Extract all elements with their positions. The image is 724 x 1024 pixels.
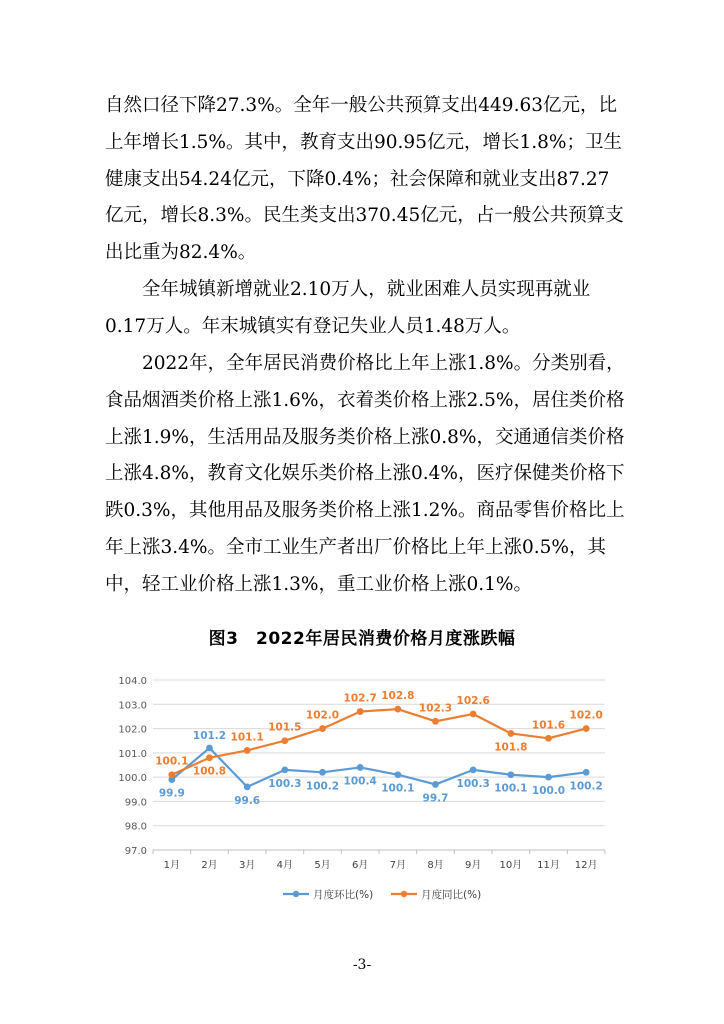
data-point [432, 718, 439, 725]
data-label: 101.8 [494, 741, 528, 754]
data-label: 99.7 [422, 792, 449, 805]
y-tick-label: 99.0 [124, 797, 147, 809]
data-label: 101.1 [230, 731, 264, 744]
data-point [394, 771, 401, 778]
data-point [206, 745, 213, 752]
paragraph-text: 2022年，全年居民消费价格比上年上涨1.8%。分类别看，食品烟酒类价格上涨1.6%，衣着类价格上涨2.5%，居住类价格上涨1.9%，生活用品及服务类价格上涨0.8%，交通通信类价格上涨4.8%，教育文化娱乐类价格上涨0.4%，医疗保健类价格下跌0.3%，其他用品及服务类价格上涨1.2%。商品零售价格比上年上涨3.4%。全市工业生产者出厂价格比上年上涨0.5%，其中，轻工业价格上涨1.3%，重工业价格上涨0.1%。 [105, 353, 625, 595]
legend-label: 月度环比(%) [313, 889, 374, 901]
data-point [281, 737, 288, 744]
data-label: 99.9 [158, 787, 185, 800]
data-label: 101.2 [192, 730, 227, 742]
cpi-line-chart [105, 660, 625, 910]
x-tick-label: 6月 [351, 860, 369, 871]
data-point [244, 783, 251, 790]
data-point [470, 711, 477, 718]
data-point [357, 764, 364, 771]
figure-title: 图3 2022年居民消费价格月度涨跌幅 [208, 629, 516, 649]
data-point [357, 708, 364, 715]
legend-marker [293, 891, 299, 897]
x-tick-label: 11月 [537, 860, 560, 871]
data-point [432, 781, 439, 788]
data-point [244, 747, 251, 754]
data-label: 101.6 [531, 719, 566, 732]
page-number: -3- [352, 957, 372, 973]
x-tick-label: 3月 [238, 860, 256, 871]
data-label: 102.7 [343, 692, 377, 705]
x-tick-label: 4月 [276, 860, 294, 871]
data-label: 102.0 [305, 709, 340, 722]
data-point [168, 771, 175, 778]
data-label: 100.3 [268, 777, 302, 790]
data-label: 100.1 [494, 782, 528, 795]
x-tick-label: 1月 [163, 860, 181, 871]
y-tick-label: 98.0 [124, 821, 147, 833]
data-label: 100.2 [569, 780, 603, 793]
data-point [545, 735, 552, 742]
x-tick-label: 9月 [464, 860, 482, 871]
data-point [507, 771, 514, 778]
data-label: 100.1 [155, 755, 189, 768]
legend-marker [401, 891, 407, 897]
data-label: 100.4 [343, 775, 377, 788]
data-point [319, 725, 326, 732]
data-point [394, 706, 401, 713]
data-label: 100.2 [305, 780, 340, 793]
data-label: 100.0 [531, 785, 566, 798]
y-tick-label: 100.0 [118, 773, 147, 785]
data-point [470, 766, 477, 773]
x-tick-label: 2月 [201, 860, 218, 871]
paragraph-employment [105, 272, 625, 346]
data-label: 102.3 [418, 702, 453, 715]
data-label: 101.5 [268, 721, 302, 734]
data-label: 102.8 [381, 690, 415, 703]
legend-label: 月度同比(%) [421, 889, 482, 901]
data-point [583, 769, 590, 776]
paragraph-text: 全年城镇新增就业2.10万人，就业困难人员实现再就业0.17万人。年末城镇实有登记失业人员1.48万人。 [105, 279, 591, 337]
data-label: 102.6 [456, 695, 490, 707]
x-tick-label: 8月 [427, 860, 444, 871]
paragraph-fiscal [105, 88, 625, 272]
data-point [281, 766, 288, 773]
x-tick-label: 12月 [574, 860, 598, 871]
y-tick-label: 103.0 [118, 700, 147, 712]
x-tick-label: 5月 [314, 860, 331, 871]
data-label: 102.0 [569, 709, 603, 722]
x-tick-label: 10月 [499, 860, 523, 871]
data-point [206, 754, 213, 761]
data-label: 100.3 [456, 777, 490, 790]
data-label: 100.1 [381, 782, 415, 795]
data-label: 100.8 [192, 765, 227, 778]
y-tick-label: 101.0 [118, 748, 147, 760]
data-label: 99.6 [234, 794, 261, 807]
data-point [507, 730, 514, 737]
paragraph-prices [105, 346, 625, 604]
y-tick-label: 102.0 [118, 724, 147, 736]
y-tick-label: 97.0 [124, 846, 147, 857]
data-point [583, 725, 590, 732]
data-point [545, 774, 552, 781]
x-tick-label: 7月 [389, 860, 407, 871]
paragraph-text: 自然口径下降27.3%。全年一般公共预算支出449.63亿元，比上年增长1.5%。其中，教育支出90.95亿元，增长1.8%；卫生健康支出54.24亿元，下降0.4%；社会保障和就业支出87.27亿元，增长8.3%。民生类支出370.45亿元，占一般公共预算支出比重为82.4%。 [105, 95, 624, 264]
y-tick-label: 104.0 [118, 676, 147, 687]
data-point [319, 769, 326, 776]
